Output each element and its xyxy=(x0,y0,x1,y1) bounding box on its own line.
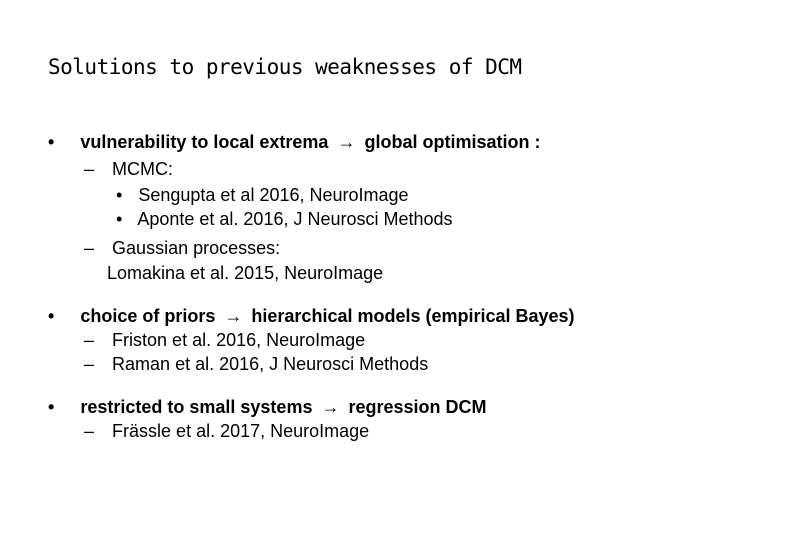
bullet-text-result: hierarchical models (empirical Bayes) xyxy=(251,306,575,326)
bullet-marker: • xyxy=(48,306,55,326)
sub-item-gaussian xyxy=(84,237,280,259)
sub-item-gaussian-reference xyxy=(107,262,383,284)
reference-text: Friston et al. 2016, NeuroImage xyxy=(112,330,366,350)
bullet-text: choice of priors xyxy=(80,306,216,326)
bullet-text: vulnerability to local extrema xyxy=(80,132,329,152)
bullet-item-1 xyxy=(48,131,540,153)
dash-marker: – xyxy=(84,421,95,441)
dash-marker: – xyxy=(84,330,95,350)
bullet-text: restricted to small systems xyxy=(80,397,313,417)
sub-item-text: Gaussian processes: xyxy=(112,238,281,258)
reference-text: Frässle et al. 2017, NeuroImage xyxy=(112,421,370,441)
sub-item-frassle xyxy=(84,420,369,442)
sub-sub-item-aponte xyxy=(116,208,453,230)
dash-marker: – xyxy=(84,159,95,179)
sub-sub-item-sengupta xyxy=(116,184,409,206)
bullet-item-2 xyxy=(48,305,575,327)
sub-item-text: MCMC: xyxy=(112,159,174,179)
bullet-text-result: global optimisation : xyxy=(364,132,541,152)
bullet-marker: • xyxy=(116,209,123,229)
sub-item-mcmc xyxy=(84,158,173,180)
arrow-icon: → xyxy=(337,132,356,152)
reference-text: Sengupta et al 2016, NeuroImage xyxy=(138,185,409,205)
reference-text: Raman et al. 2016, J Neurosci Methods xyxy=(112,354,429,374)
sub-item-raman xyxy=(84,353,428,375)
dash-marker: – xyxy=(84,354,95,374)
arrow-icon: → xyxy=(321,397,340,417)
reference-text: Lomakina et al. 2015, NeuroImage xyxy=(107,263,384,283)
bullet-marker: • xyxy=(48,132,55,152)
bullet-marker: • xyxy=(48,397,55,417)
sub-item-friston xyxy=(84,329,365,351)
reference-text: Aponte et al. 2016, J Neurosci Methods xyxy=(137,209,453,229)
arrow-icon: → xyxy=(224,306,243,326)
bullet-item-3 xyxy=(48,396,487,418)
bullet-marker: • xyxy=(116,185,123,205)
slide-title: Solutions to previous weaknesses of DCM xyxy=(48,55,522,79)
dash-marker: – xyxy=(84,238,95,258)
bullet-text-result: regression DCM xyxy=(348,397,487,417)
